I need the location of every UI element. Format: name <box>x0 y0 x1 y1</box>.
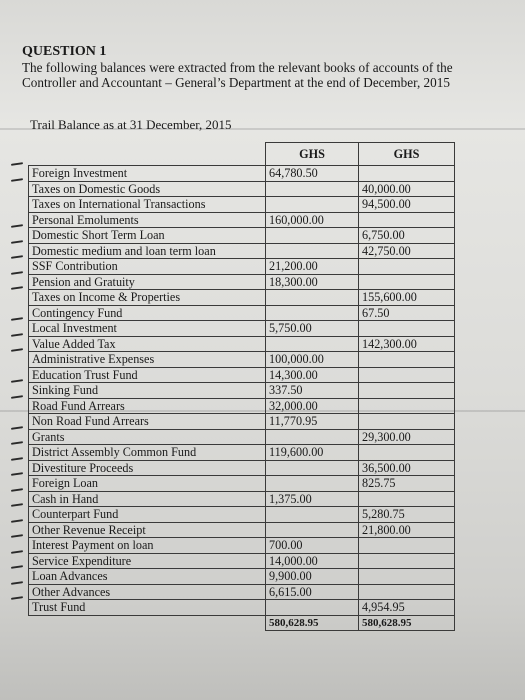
credit-amount: 4,954.95 <box>359 600 455 616</box>
account-name: Non Road Fund Arrears <box>29 414 266 430</box>
trial-balance-title: Trail Balance as at 31 December, 2015 <box>30 117 232 132</box>
table-row <box>29 274 455 290</box>
tick-mark <box>11 271 23 275</box>
debit-amount <box>266 305 359 321</box>
table-row <box>29 553 455 569</box>
header-blank <box>29 143 266 166</box>
credit-amount: 155,600.00 <box>359 290 455 306</box>
tick-mark <box>11 581 23 585</box>
table-header-row <box>29 143 455 166</box>
debit-total: 580,628.95 <box>266 615 359 631</box>
tick-mark <box>11 565 23 569</box>
credit-amount <box>359 538 455 554</box>
tick-mark <box>11 286 23 290</box>
credit-amount <box>359 166 455 182</box>
account-name: Taxes on Income & Properties <box>29 290 266 306</box>
account-name: Service Expenditure <box>29 553 266 569</box>
margin-tick-marks <box>5 155 29 615</box>
credit-amount <box>359 259 455 275</box>
debit-amount: 21,200.00 <box>266 259 359 275</box>
table-row <box>29 243 455 259</box>
credit-amount <box>359 584 455 600</box>
table-row <box>29 336 455 352</box>
table-row <box>29 197 455 213</box>
table-row <box>29 584 455 600</box>
credit-amount: 825.75 <box>359 476 455 492</box>
table-row <box>29 445 455 461</box>
tick-mark <box>11 488 23 492</box>
debit-amount: 337.50 <box>266 383 359 399</box>
tick-mark <box>11 255 23 259</box>
table-body <box>29 166 455 631</box>
account-name: Other Advances <box>29 584 266 600</box>
debit-amount: 700.00 <box>266 538 359 554</box>
tick-mark <box>11 550 23 554</box>
table-row <box>29 538 455 554</box>
credit-amount <box>359 352 455 368</box>
debit-amount <box>266 243 359 259</box>
table-row <box>29 414 455 430</box>
debit-amount <box>266 290 359 306</box>
account-name: Other Revenue Receipt <box>29 522 266 538</box>
debit-amount <box>266 460 359 476</box>
debit-amount <box>266 429 359 445</box>
table-row <box>29 305 455 321</box>
table-row <box>29 290 455 306</box>
credit-amount: 29,300.00 <box>359 429 455 445</box>
account-name: Divestiture Proceeds <box>29 460 266 476</box>
tick-mark <box>11 379 23 383</box>
tick-mark <box>11 162 23 166</box>
credit-total: 580,628.95 <box>359 615 455 631</box>
debit-amount: 119,600.00 <box>266 445 359 461</box>
table-row <box>29 491 455 507</box>
debit-amount <box>266 476 359 492</box>
tick-mark <box>11 395 23 399</box>
tick-mark <box>11 333 23 337</box>
tick-mark <box>11 317 23 321</box>
debit-amount: 32,000.00 <box>266 398 359 414</box>
account-name: Interest Payment on loan <box>29 538 266 554</box>
account-name: SSF Contribution <box>29 259 266 275</box>
credit-amount: 21,800.00 <box>359 522 455 538</box>
question-intro: The following balances were extracted from the relevant books of accounts of the Controller and Accountant – General’s Department at the end of December, 2015 <box>22 60 453 90</box>
tick-mark <box>11 534 23 538</box>
account-name: Domestic medium and loan term loan <box>29 243 266 259</box>
tick-mark <box>11 240 23 244</box>
debit-amount <box>266 181 359 197</box>
account-name: Grants <box>29 429 266 445</box>
debit-amount <box>266 228 359 244</box>
table-row <box>29 181 455 197</box>
credit-amount: 6,750.00 <box>359 228 455 244</box>
account-name: Cash in Hand <box>29 491 266 507</box>
debit-amount <box>266 507 359 523</box>
account-name: Foreign Investment <box>29 166 266 182</box>
credit-amount <box>359 274 455 290</box>
tick-mark <box>11 178 23 182</box>
credit-amount <box>359 321 455 337</box>
account-name: Domestic Short Term Loan <box>29 228 266 244</box>
account-name: Taxes on Domestic Goods <box>29 181 266 197</box>
debit-amount: 5,750.00 <box>266 321 359 337</box>
debit-amount <box>266 336 359 352</box>
table-row <box>29 228 455 244</box>
tick-mark <box>11 519 23 523</box>
debit-amount: 6,615.00 <box>266 584 359 600</box>
credit-amount: 5,280.75 <box>359 507 455 523</box>
account-name: Loan Advances <box>29 569 266 585</box>
table-row <box>29 212 455 228</box>
account-name: Sinking Fund <box>29 383 266 399</box>
credit-amount: 94,500.00 <box>359 197 455 213</box>
account-name: Taxes on International Transactions <box>29 197 266 213</box>
debit-amount: 64,780.50 <box>266 166 359 182</box>
account-name: District Assembly Common Fund <box>29 445 266 461</box>
credit-amount <box>359 569 455 585</box>
table-row <box>29 166 455 182</box>
debit-amount: 160,000.00 <box>266 212 359 228</box>
tick-mark <box>11 441 23 445</box>
account-name: Value Added Tax <box>29 336 266 352</box>
table-row <box>29 507 455 523</box>
account-name: Foreign Loan <box>29 476 266 492</box>
totals-row <box>29 615 455 631</box>
credit-amount <box>359 212 455 228</box>
credit-amount: 142,300.00 <box>359 336 455 352</box>
credit-amount: 36,500.00 <box>359 460 455 476</box>
credit-amount <box>359 383 455 399</box>
table-row <box>29 476 455 492</box>
trial-balance-table <box>28 142 455 631</box>
tick-mark <box>11 503 23 507</box>
debit-amount: 1,375.00 <box>266 491 359 507</box>
credit-amount <box>359 445 455 461</box>
account-name: Administrative Expenses <box>29 352 266 368</box>
credit-amount <box>359 398 455 414</box>
tick-mark <box>11 224 23 228</box>
debit-amount <box>266 600 359 616</box>
table-row <box>29 367 455 383</box>
account-name: Trust Fund <box>29 600 266 616</box>
debit-amount: 18,300.00 <box>266 274 359 290</box>
table-row <box>29 569 455 585</box>
table-row <box>29 460 455 476</box>
account-name: Education Trust Fund <box>29 367 266 383</box>
tick-mark <box>11 426 23 430</box>
debit-amount: 11,770.95 <box>266 414 359 430</box>
account-name: Local Investment <box>29 321 266 337</box>
account-name: Pension and Gratuity <box>29 274 266 290</box>
totals-label-cell <box>29 615 266 631</box>
table-row <box>29 429 455 445</box>
account-name: Counterpart Fund <box>29 507 266 523</box>
debit-amount: 9,900.00 <box>266 569 359 585</box>
table-row <box>29 600 455 616</box>
credit-amount <box>359 491 455 507</box>
credit-amount: 40,000.00 <box>359 181 455 197</box>
header-credit: GHS <box>359 143 455 166</box>
credit-amount <box>359 414 455 430</box>
debit-amount <box>266 522 359 538</box>
table-row <box>29 352 455 368</box>
account-name: Road Fund Arrears <box>29 398 266 414</box>
debit-amount: 14,000.00 <box>266 553 359 569</box>
account-name: Personal Emoluments <box>29 212 266 228</box>
table-row <box>29 398 455 414</box>
tick-mark <box>11 457 23 461</box>
credit-amount: 42,750.00 <box>359 243 455 259</box>
tick-mark <box>11 596 23 600</box>
credit-amount <box>359 367 455 383</box>
tick-mark <box>11 348 23 352</box>
table-row <box>29 321 455 337</box>
credit-amount <box>359 553 455 569</box>
debit-amount: 14,300.00 <box>266 367 359 383</box>
credit-amount: 67.50 <box>359 305 455 321</box>
table-row <box>29 383 455 399</box>
account-name: Contingency Fund <box>29 305 266 321</box>
header-debit: GHS <box>266 143 359 166</box>
tick-mark <box>11 472 23 476</box>
table-row <box>29 522 455 538</box>
table-row <box>29 259 455 275</box>
debit-amount: 100,000.00 <box>266 352 359 368</box>
question-heading: QUESTION 1 <box>22 44 107 59</box>
debit-amount <box>266 197 359 213</box>
